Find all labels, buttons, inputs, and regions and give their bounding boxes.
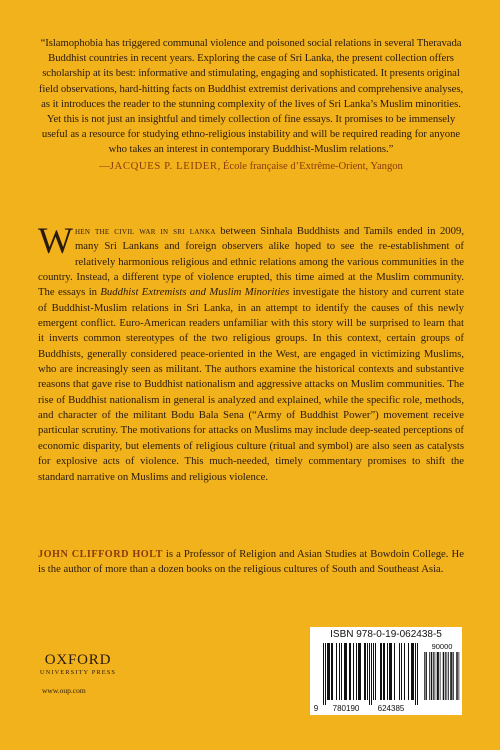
barcode-bar (408, 643, 409, 700)
barcode-bar (360, 643, 361, 700)
barcode-bar (369, 643, 370, 705)
barcode-bar (344, 643, 345, 700)
isbn-barcode-box (310, 627, 462, 715)
barcode-bar (328, 643, 329, 700)
addon-bar (444, 652, 445, 700)
author-bio (38, 547, 464, 578)
barcode-bar (401, 643, 402, 700)
barcode-bar (339, 643, 340, 700)
barcode-bar (364, 643, 365, 700)
endorsement-text: “Islamophobia has triggered communal violence and poisoned social relations in several Theravada Buddhist countries in recent years. Exploring the case of Sri Lanka, the present collection offers scholarship at its best: informative and stimulating, engaging and sophisticated. It presents original field observations, hard-hitting facts on Buddhist extremist derivations and comprehensive analyses, as it introduces the reader to the stunning complexity of the lives of Sri Lanka’s Muslim minorities. Yet this is not just an insightful and timely collection of fine essays. It promises to be immensely useful as a resource for studying ethno-religious instability and will be required reading for anyone who takes an interest in contemporary Buddhist-Muslim relations.” (38, 37, 464, 156)
addon-bar (431, 652, 432, 700)
barcode-bar (327, 643, 328, 700)
addon-bar (450, 652, 451, 700)
addon-bar (443, 652, 444, 700)
addon-bar (440, 652, 441, 700)
barcode-bar (399, 643, 400, 700)
barcode-bars-main (323, 643, 418, 705)
addon-bar (459, 652, 460, 700)
addon-bar (438, 652, 439, 700)
publisher-name: OXFORD (44, 652, 112, 668)
addon-bar (451, 652, 452, 700)
price-code-text: 90000 (431, 642, 453, 651)
drop-cap: W (38, 221, 73, 262)
barcode-bar (387, 643, 388, 700)
addon-bar (445, 652, 446, 700)
barcode-bar (353, 643, 354, 700)
book-title: Buddhist Extremists and Muslim Minorities (100, 286, 290, 299)
barcode-bar (341, 643, 342, 700)
barcode-bar (350, 643, 351, 700)
barcode-bar (417, 643, 418, 705)
description-lead: hen the civil war in sri lanka (74, 225, 216, 237)
addon-bar (447, 652, 448, 700)
barcode-digits-left: 780190 (332, 704, 360, 713)
addon-bar (435, 652, 436, 700)
barcode-bar (415, 643, 416, 705)
barcode-bar (332, 643, 333, 700)
author-name: JOHN CLIFFORD HOLT (38, 549, 163, 560)
barcode-bar (365, 643, 366, 700)
barcode-bar (375, 643, 376, 700)
author-bio-text: is a Professor of Religion and Asian Studies at Bowdoin College. He is the author of more than a dozen books on the religious cultures of South and Southeast Asia. (38, 548, 464, 576)
attribution-name: JACQUES P. LEIDER (109, 159, 218, 172)
addon-bar (448, 652, 449, 700)
addon-bar (433, 652, 434, 700)
barcode-bar (394, 643, 395, 700)
barcode-bar (371, 643, 372, 705)
barcode-bar (356, 643, 357, 700)
barcode-bar (381, 643, 382, 700)
barcode-bar (412, 643, 413, 700)
barcode-bar (323, 643, 324, 705)
isbn-label: ISBN 978-0-19-062438-5 (330, 629, 442, 640)
barcode-bar (349, 643, 350, 700)
endorsement-attribution (38, 159, 464, 174)
barcode-digits-right: 624385 (377, 704, 405, 713)
barcode-bar (411, 643, 412, 700)
barcode-bar (346, 643, 347, 700)
addon-bar (437, 652, 438, 700)
barcode-bar (358, 643, 359, 700)
description-part-2: investigate the history and current state of Buddhist-Muslim relations in Sri Lanka, in an attempt to identify the causes of this newly emergent conflict. Euro-American readers unfamiliar with this story will be surprised to learn that it inverts common stereotypes of the two religious groups. In this context, certain groups of Buddhists, generally considered peace-oriented in the West, are engaged in victimizing Muslims, who are increasingly seen as militant. The authors examine the historical contexts and substantive reasons that gave rise to Buddhist nationalism and aggressive attacks on Muslim communities. The rise of Buddhist nationalism in general is analyzed and explained, while the specific role, methods, and character of the militant Bodu Bala Sena (“Army of Buddhist Power”) movement receive particular scrutiny. The motivations for attacks on Muslims may include deep-seated perceptions of economic disparity, but elements of religious culture (ritual and symbol) are also seen as catalysts for explosive acts of violence. This much-needed, timely commentary promises to shift the standard narrative on Muslims and religious violence. (38, 286, 464, 483)
barcode-graphic (310, 627, 462, 715)
publisher-website: www.oup.com (42, 686, 86, 695)
addon-bar (453, 652, 454, 700)
addon-bar (426, 652, 427, 700)
barcode-bar (384, 643, 385, 700)
addon-bar (424, 652, 425, 700)
barcode-bar (359, 643, 360, 700)
attribution-affiliation: , École française d’Extrême-Orient, Yangon (217, 159, 403, 172)
barcode-bar (345, 643, 346, 700)
barcode-bars-addon (424, 652, 459, 700)
barcode-bar (389, 643, 390, 700)
barcode-bar (380, 643, 381, 700)
barcode-bar (404, 643, 405, 700)
addon-bar (452, 652, 453, 700)
attribution-dash: — (99, 159, 110, 172)
addon-bar (456, 652, 457, 700)
addon-bar (426, 652, 427, 700)
book-description (38, 221, 464, 485)
endorsement-quote (38, 36, 464, 174)
barcode-bar (373, 643, 374, 700)
addon-bar (432, 652, 433, 700)
addon-bar (429, 652, 430, 700)
description-part-1: between Sinhala Buddhists and Tamils ended in 2009, many Sri Lankans and foreign observers alike hoped to see the re-establishment of relatively harmonious religious and ethnic relations among the various communities in the country. Instead, a different type of violence erupted, this time aimed at the Muslim community. The essays in (38, 225, 464, 299)
addon-bar (438, 652, 439, 700)
barcode-bar (331, 643, 332, 700)
barcode-bar (336, 643, 337, 700)
publisher-logo (38, 652, 118, 677)
publisher-subtitle: UNIVERSITY PRESS (39, 669, 117, 676)
barcode-bar (390, 643, 391, 700)
barcode-bar (413, 643, 414, 700)
barcode-bar (383, 643, 384, 700)
addon-bar (457, 652, 458, 700)
barcode-bar (329, 643, 330, 700)
barcode-bar (325, 643, 326, 705)
barcode-bar (391, 643, 392, 700)
barcode-digit-first: 9 (313, 704, 319, 713)
barcode-bar (367, 643, 368, 700)
